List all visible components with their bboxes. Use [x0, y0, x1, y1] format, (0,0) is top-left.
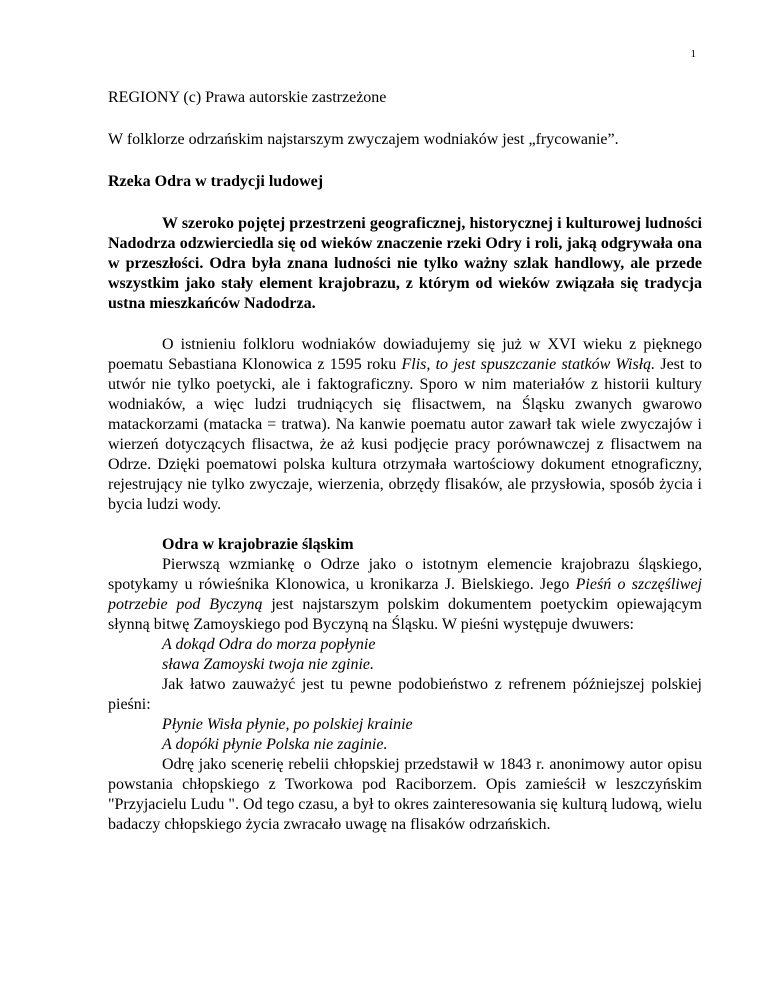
copyright-header: REGIONY (c) Prawa autorskie zastrzeżone — [108, 89, 387, 106]
section-heading: Odra w krajobrazie śląskim — [162, 536, 354, 553]
verse-line: A dopóki płynie Polska nie zaginie. — [162, 736, 388, 753]
intro-sentence: W folklorze odrzańskim najstarszym zwyczajem wodniaków jest „frycowanie”. — [108, 131, 619, 148]
document-body — [108, 88, 702, 835]
verse-line: A dokąd Odra do morza popłynie — [162, 636, 376, 653]
work-title: Flis, to jest spuszczanie statków Wisłą. — [401, 356, 656, 373]
verse-line: Płynie Wisła płynie, po polskiej krainie — [162, 716, 413, 733]
section-body — [108, 555, 702, 835]
article-title: Rzeka Odra w tradycji ludowej — [108, 173, 324, 190]
paragraph-bielski — [108, 555, 702, 635]
paragraph-text: Pierwszą wzmiankę o Odrze jako o istotnym elemencie krajobrazu śląskiego, spotykamy u rówieśnika Klonowica, u kronikarza J. Bielskiego. Jego — [108, 556, 702, 593]
work-title: Pieśń o szczęśliwej potrzebie pod Byczyną — [108, 576, 703, 613]
paragraph-text: O istnieniu folkloru wodniaków dowiadujemy się już w XVI wieku z pięknego poematu Sebastiana Klonowica z 1595 roku — [108, 336, 702, 373]
paragraph-rebellion: Odrę jako scenerię rebelii chłopskiej przedstawił w 1843 r. anonimowy autor opisu powstania chłopskiego z Tworkowa pod Raciborzem. Opis zamieścił w leszczyńskim "Przyjacielu Ludu ". Od tego czasu, a był to okres zainteresowania się kulturą ludową, wielu badaczy chłopskiego życia zwracało uwagę na flisaków odrzańskich. — [108, 756, 702, 833]
page-number: 1 — [690, 48, 696, 60]
lead-paragraph: W szeroko pojętej przestrzeni geograficznej, historycznej i kulturowej ludności Nadodrza odzwierciedla się od wieków znaczenie rzeki Odry i roli, jaką odgrywała ona w przeszłości. Odra była znana ludności nie tylko ważny szlak handlowy, ale przede wszystkim jako stały element krajobrazu, z którym od wieków związała się tradycja ustna mieszkańców Nadodrza. — [108, 215, 702, 312]
paragraph-text: Jest to utwór nie tylko poetycki, ale i faktograficzny. Sporo w nim materiałów z historii kultury wodniaków, a więc ludzi trudniących się flisactwem, na Śląsku zwanych gwarowo matackorzami (matacka = tratwa). Na kanwie poematu autor zawarł tak wiele zwyczajów i wierzeń dotyczących flisactwa, że aż kusi podjęcie pracy porównawczej z flisactwem na Odrze. Dzięki poematowi polska kultura otrzymała wartościowy dokument etnograficzny, rejestrujący nie tylko zwyczaje, wierzenia, obrzędy flisaków, ale przysłowia, sposób życia i bycia ludzi wody. — [108, 356, 703, 513]
paragraph-klonowic — [108, 335, 702, 515]
verse-line: sława Zamoyski twoja nie zginie. — [162, 656, 374, 673]
paragraph-similarity: Jak łatwo zauważyć jest tu pewne podobieństwo z refrenem późniejszej polskiej pieśni: — [108, 676, 702, 713]
paragraph-text: jest najstarszym polskim dokumentem poetyckim opiewającym słynną bitwę Zamoyskiego pod Byczyną na Śląsku. W pieśni występuje dwuwers: — [108, 596, 702, 633]
